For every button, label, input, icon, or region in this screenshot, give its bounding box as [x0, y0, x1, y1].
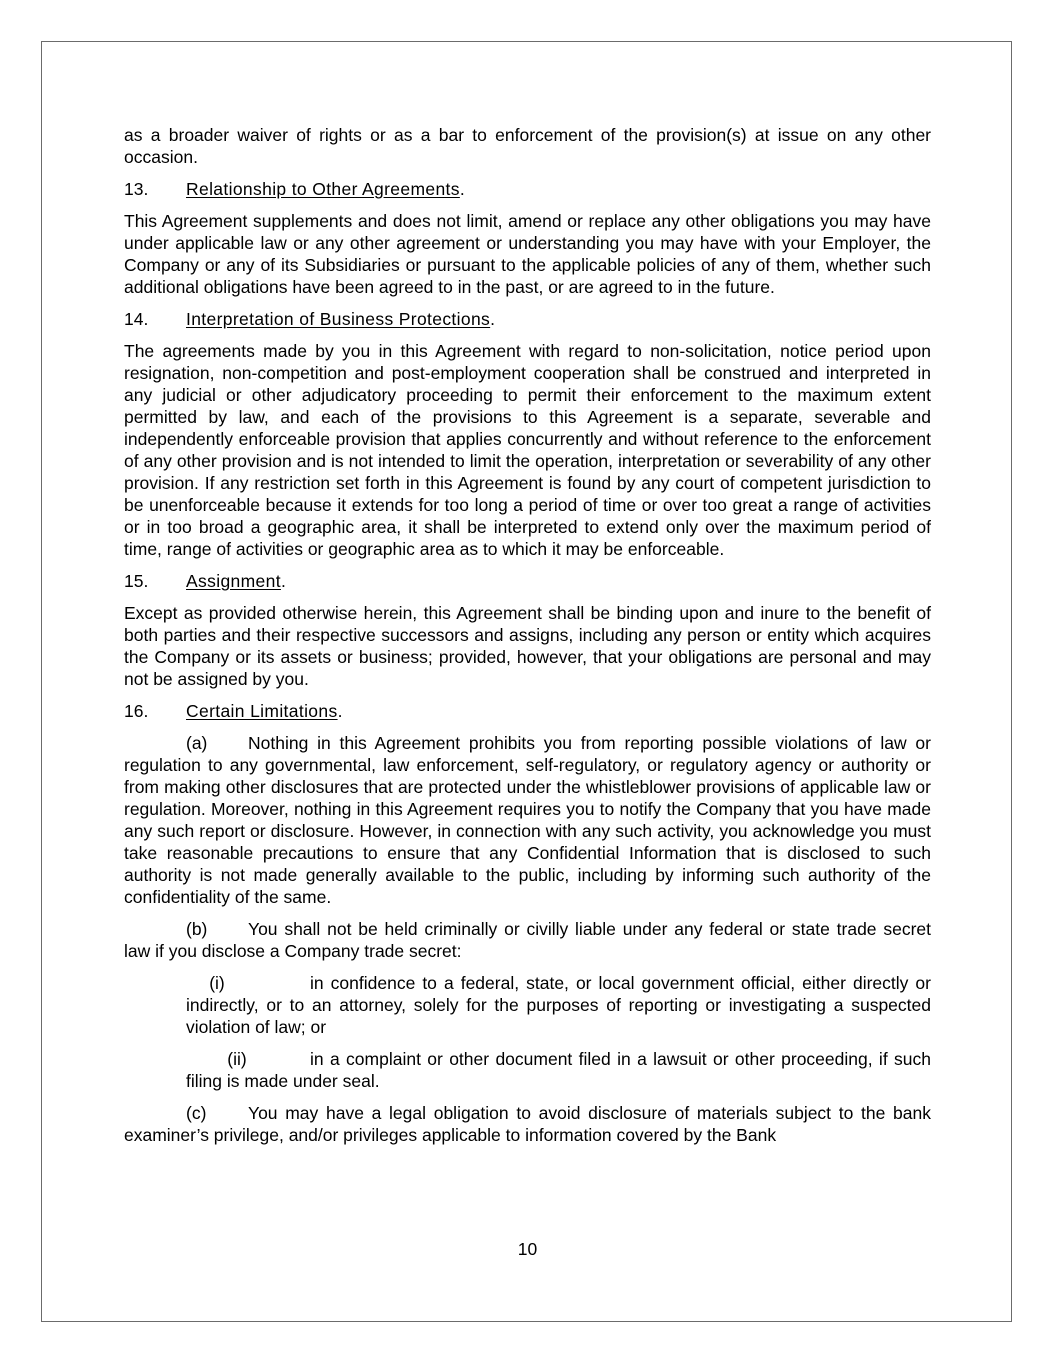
- section-13-heading: [124, 178, 931, 200]
- paragraph-16b: [124, 918, 931, 962]
- section-number: 13.: [124, 179, 149, 199]
- section-15-body: Except as provided otherwise herein, this Agreement shall be binding upon and inure to the benefit of both parties and their respective successors and assigns, including any person or entity which acquires the Company or its assets or business; provided, however, that your obligations are personal and may not be assigned by you.: [124, 603, 931, 689]
- heading-period: .: [280, 571, 286, 591]
- paragraph-label: (b): [186, 919, 208, 939]
- section-14-heading: [124, 308, 931, 330]
- paragraph-text: You may have a legal obligation to avoid disclosure of materials subject to the bank examiner’s privilege, and/or privileges applicable to information covered by the Bank: [124, 1103, 931, 1145]
- section-title: Assignment: [186, 571, 281, 591]
- page-number: 10: [517, 1239, 538, 1259]
- subitem-label: (ii): [227, 1049, 247, 1069]
- subitem-text: in confidence to a federal, state, or local government official, either directly or indirectly, or to an attorney, solely for the purposes of reporting or investigating a suspected violation of law; or: [186, 973, 931, 1037]
- heading-period: .: [459, 179, 465, 199]
- paragraph-text: Nothing in this Agreement prohibits you from reporting possible violations of law or regulation to any governmental, law enforcement, self-regulatory, or regulatory agency or authority or from making other disclosures that are protected under the whistleblower provisions of applicable law or regulation. Moreover, nothing in this Agreement requires you to notify the Company that you have made any such report or disclosure. However, in connection with any such activity, you acknowledge you must take reasonable precautions to ensure that any Confidential Information that is disclosed to such authority is not made generally available to the public, including by informing such authority of the confidentiality of the same.: [124, 733, 931, 907]
- paragraph-16a: [124, 732, 931, 908]
- heading-period: .: [490, 309, 496, 329]
- section-15-heading: [124, 570, 931, 592]
- subitem-text: in a complaint or other document filed in a lawsuit or other proceeding, if such filing is made under seal.: [186, 1049, 931, 1091]
- heading-period: .: [337, 701, 343, 721]
- paragraph-text: You shall not be held criminally or civilly liable under any federal or state trade secret law if you disclose a Company trade secret:: [124, 919, 931, 961]
- section-number: 15.: [124, 571, 149, 591]
- subitem-ii: [186, 1048, 931, 1092]
- section-title: Relationship to Other Agreements: [186, 179, 460, 199]
- intro-paragraph: as a broader waiver of rights or as a bar to enforcement of the provision(s) at issue on any other occasion.: [124, 125, 931, 167]
- section-16-heading: [124, 700, 931, 722]
- section-13-body: This Agreement supplements and does not limit, amend or replace any other obligations you may have under applicable law or any other agreement or understanding you may have with your Employer, the Company or any of its Subsidiaries or pursuant to the applicable policies of any of them, whether such additional obligations have been agreed to in the past, or are agreed to in the future.: [124, 211, 931, 297]
- document-body: [124, 124, 931, 1146]
- subitem-i: [186, 972, 931, 1038]
- section-title: Interpretation of Business Protections: [186, 309, 491, 329]
- section-number: 16.: [124, 701, 149, 721]
- section-title: Certain Limitations: [186, 701, 338, 721]
- subitem-label: (i): [209, 973, 225, 993]
- paragraph-16c: [124, 1102, 931, 1146]
- paragraph-label: (c): [186, 1103, 207, 1123]
- paragraph-label: (a): [186, 733, 208, 753]
- section-number: 14.: [124, 309, 149, 329]
- section-14-body: The agreements made by you in this Agreement with regard to non-solicitation, notice period upon resignation, non-competition and post-employment cooperation shall be construed and interpreted in any judicial or other adjudicatory proceeding to permit their enforcement to the maximum extent permitted by law, and each of the provisions to this Agreement is a separate, severable and independently enforceable provision that applies concurrently and without reference to the enforcement of any other provision and is not intended to limit the operation, interpretation or severability of any other provision. If any restriction set forth in this Agreement is found by any court of competent jurisdiction to be unenforceable because it extends for too long a period of time or over too great a range of activities or in too broad a geographic area, it shall be interpreted to extend only over the maximum period of time, range of activities or geographic area as to which it may be enforceable.: [124, 341, 931, 559]
